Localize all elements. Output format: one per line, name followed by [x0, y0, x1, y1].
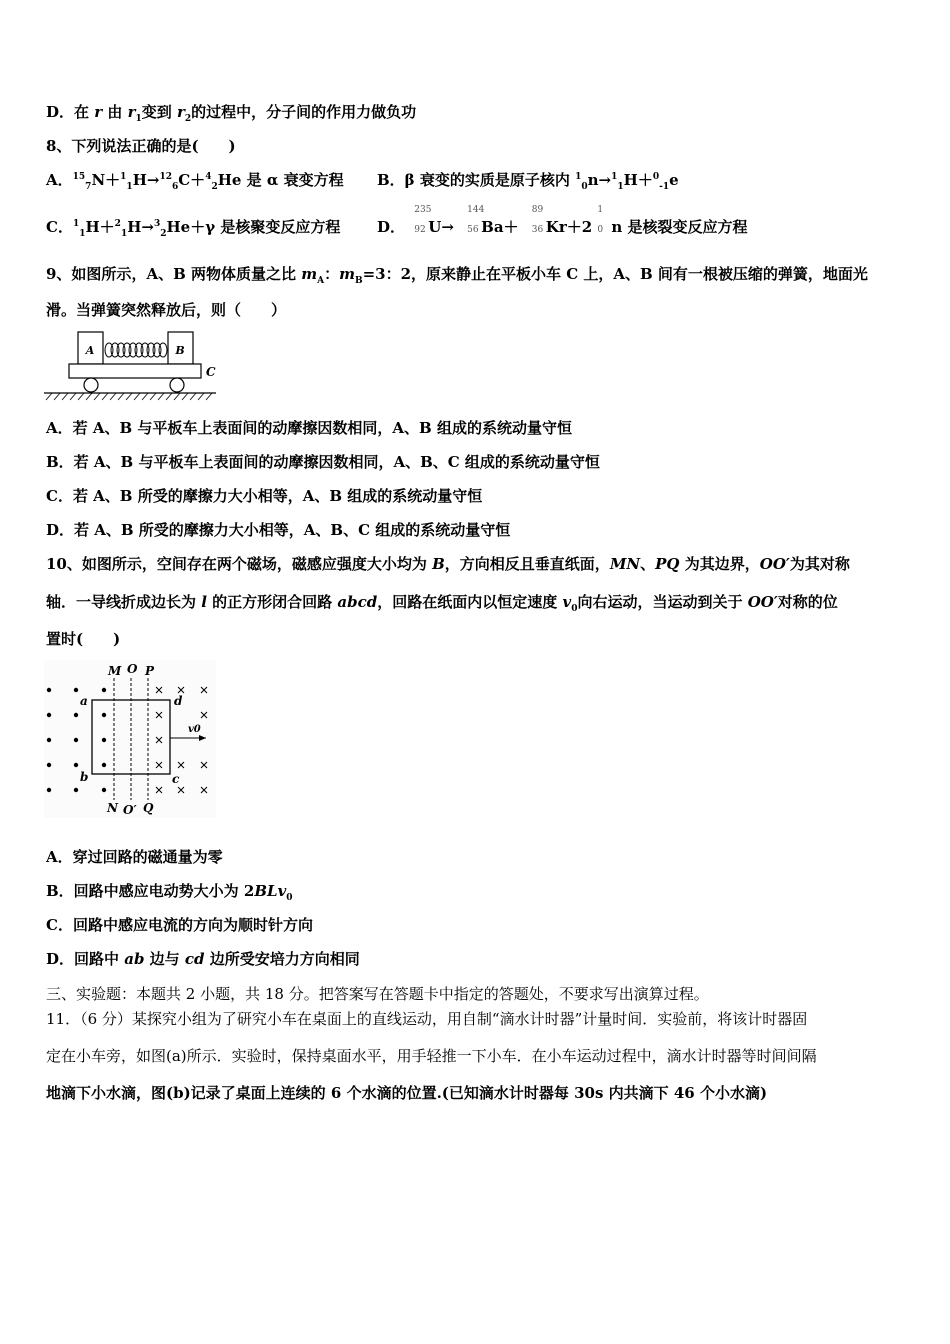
cart-body [69, 364, 201, 378]
label-n: N [107, 801, 118, 815]
q10-stem-line1: 10、如图所示，空间存在两个磁场，磁感应强度大小均为 B，方向相反且垂直纸面，MN、PQ 为其边界，OO′为其对称 [46, 555, 850, 573]
spring [105, 343, 167, 357]
label-q: Q [143, 801, 154, 815]
q10-option-c: C．回路中感应电流的方向为顺时针方向 [46, 916, 313, 934]
q9-stem-line1: 9、如图所示，A、B 两物体质量之比 $m_A$：$m_B=3$：2，原来静止在平板小车 C 上，A、B 间有一根被压缩的弹簧，地面光 [46, 265, 868, 286]
corner-a: a [80, 694, 88, 708]
label-m: M [108, 664, 122, 678]
cart-spring-figure [44, 328, 224, 404]
q7-option-d: D．在 r 由 $r_1$变到 $r_2$的过程中，分子间的作用力做负功 [46, 103, 417, 124]
label-v0: v0 [188, 724, 201, 735]
magnetic-field-figure [44, 660, 216, 818]
wheel-right [170, 378, 184, 392]
q9-stem-line2: 滑。当弹簧突然释放后，则（ ） [46, 301, 287, 319]
q8-option-a: A．$^{15}_7$N＋$^1_1$H→$^{12}_6$C＋$^4_2$He 是 α 衰变方程 [46, 171, 344, 192]
label-b: B [175, 344, 185, 357]
corner-c: c [172, 772, 180, 786]
label-c: C [206, 365, 216, 379]
q11-line2: 定在小车旁，如图(a)所示．实验时，保持桌面水平，用手轻推一下小车．在小车运动过程中，滴水计时器等时间间隔 [46, 1047, 817, 1065]
q10-option-a: A．穿过回路的磁通量为零 [46, 848, 223, 866]
ground-hatch [46, 393, 212, 400]
q8-option-c: C．$^1_1$H＋$^2_1$H→$^3_2$He＋γ 是核聚变反应方程 [46, 218, 341, 239]
label-p: P [145, 664, 155, 678]
q10-option-d: D．回路中 ab 边与 cd 边所受安培力方向相同 [46, 950, 360, 968]
label-a: A [85, 344, 95, 357]
wheel-left [84, 378, 98, 392]
q8-option-d: D． 235 92 U→ 144 56 Ba＋ 89 36 Kr＋2 1 0 n 是核裂变反应方程 [377, 205, 748, 236]
q11-line3: 地滴下小水滴，图(b)记录了桌面上连续的 6 个水滴的位置.(已知滴水计时器每 30s 内共滴下 46 个小水滴) [46, 1084, 768, 1102]
label-o-prime: O′ [123, 803, 137, 817]
label-o: O [127, 662, 138, 676]
corner-d: d [174, 694, 183, 708]
q10-option-b: B．回路中感应电动势大小为 2BLv$_0$ [46, 882, 293, 903]
q10-stem-line3: 置时( ) [46, 630, 121, 648]
q9-option-c: C．若 A、B 所受的摩擦力大小相等，A、B 组成的系统动量守恒 [46, 487, 483, 505]
q10-stem-line2: 轴．一导线折成边长为 l 的正方形闭合回路 abcd，回路在纸面内以恒定速度 $v_0$向右运动，当运动到关于 OO′对称的位 [46, 593, 838, 614]
q9-option-b: B．若 A、B 与平板车上表面间的动摩擦因数相同，A、B、C 组成的系统动量守恒 [46, 453, 600, 471]
q8-option-b: B．β 衰变的实质是原子核内 $^1_0$n→$^1_1$H＋$^0_{-1}$e [377, 171, 679, 192]
q8-stem: 8、下列说法正确的是( ) [46, 137, 236, 155]
corner-b: b [80, 770, 89, 784]
q11-line1: 11．（6 分）某探究小组为了研究小车在桌面上的直线运动，用自制“滴水计时器”计量时间．实验前，将该计时器固 [46, 1010, 808, 1028]
q9-option-a: A．若 A、B 与平板车上表面间的动摩擦因数相同，A、B 组成的系统动量守恒 [46, 419, 572, 437]
section-heading: 三、实验题：本题共 2 小题，共 18 分。把答案写在答题卡中指定的答题处，不要求写出演算过程。 [46, 985, 709, 1003]
q9-option-d: D．若 A、B 所受的摩擦力大小相等，A、B、C 组成的系统动量守恒 [46, 521, 511, 539]
